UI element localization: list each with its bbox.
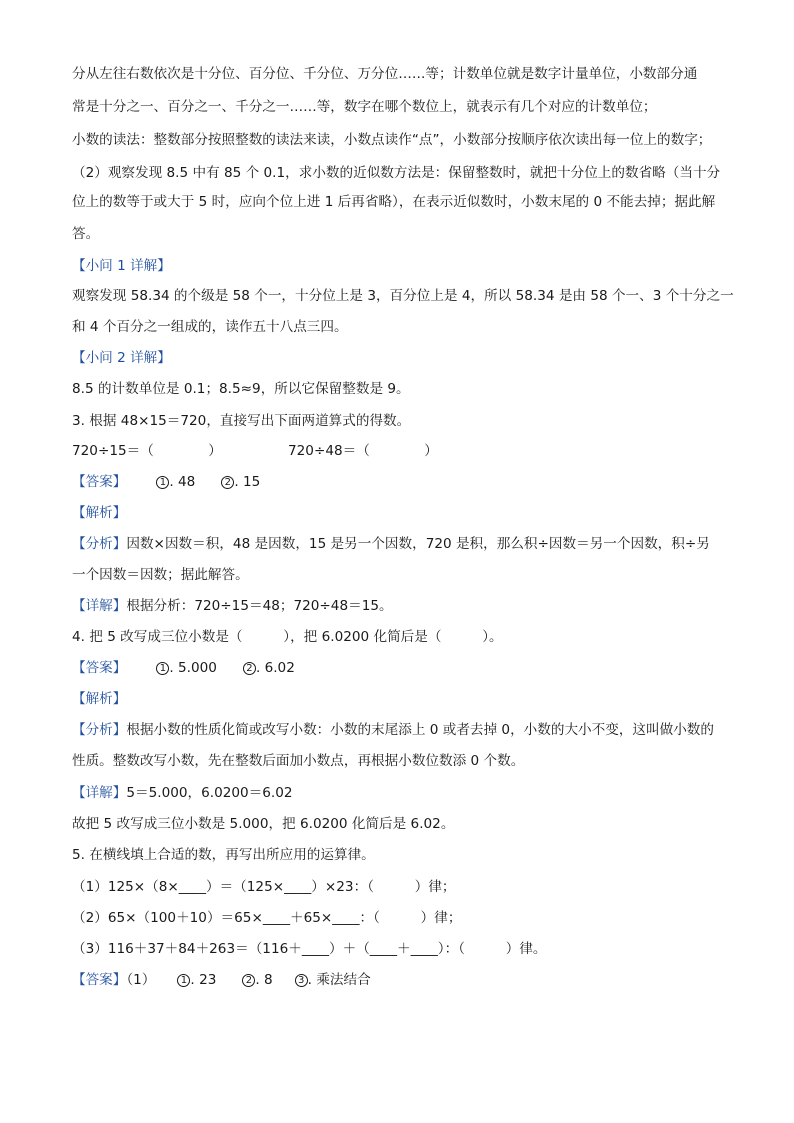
- text-line: （2）观察发现 8.5 中有 85 个 0.1，求小数的近似数方法是：保留整数时，就把十分位上的数省略（当十分: [72, 165, 721, 181]
- detail-line: [72, 783, 293, 803]
- analysis-line: [72, 720, 714, 740]
- circled-number: 3: [295, 974, 308, 987]
- equation-1: 720÷15＝（ ）: [72, 443, 222, 459]
- subquestion-1: （1）125×（8×____）＝（125×____）×23：（ ）律；: [72, 879, 456, 895]
- section-heading: 【小问 2 详解】: [72, 350, 171, 366]
- answer-value: . 5.000: [169, 660, 217, 676]
- question-5: 5. 在横线填上合适的数，再写出所应用的运算律。: [72, 847, 375, 863]
- answer-value: . 乘法结合: [307, 972, 371, 988]
- detail-line: [72, 596, 393, 616]
- subquestion-2: （2）65×（100＋10）＝65×____＋65×____：（ ）律；: [72, 910, 462, 926]
- answer-line: [72, 970, 371, 990]
- analysis-text: 因数×因数＝积，48 是因数，15 是另一个因数，720 是积，那么积÷因数＝另一个因数，积÷另: [126, 536, 710, 552]
- text-line: 观察发现 58.34 的个级是 58 个一，十分位上是 3，百分位上是 4，所以 58.34 是由 58 个一、3 个十分之一: [72, 288, 734, 304]
- text-line: 分从左往右数依次是十分位、百分位、千分位、万分位……等；计数单位就是数字计量单位，小数部分通: [72, 66, 698, 82]
- analysis-heading: 【解析】: [72, 505, 127, 521]
- text-line: 故把 5 改写成三位小数是 5.000，把 6.0200 化简后是 6.02。: [72, 816, 455, 832]
- answer-line: [72, 658, 295, 678]
- circled-number: 2: [242, 974, 255, 987]
- answer-value: . 8: [255, 972, 273, 988]
- text-line: 位上的数等于或大于 5 时，应向个位上进 1 后再省略），在表示近似数时，小数末尾的 0 不能去掉；据此解: [72, 194, 716, 210]
- text-line: 常是十分之一、百分之一、千分之一……等，数字在哪个数位上，就表示有几个对应的计数单位；: [72, 99, 657, 115]
- text-line: 和 4 个百分之一组成的，读作五十八点三四。: [72, 319, 348, 335]
- detail-text: 根据分析：720÷15＝48；720÷48＝15。: [126, 598, 393, 614]
- circled-number: 1: [156, 662, 169, 675]
- circled-number: 1: [156, 476, 169, 489]
- detail-text: 5＝5.000，6.0200＝6.02: [126, 785, 293, 801]
- answer-value: . 23: [190, 972, 217, 988]
- analysis-tag: 【分析】: [72, 722, 127, 738]
- text-line: 性质。整数改写小数，先在整数后面加小数点，再根据小数位数添 0 个数。: [72, 753, 525, 769]
- answer-value: . 6.02: [255, 660, 295, 676]
- analysis-line: [72, 534, 710, 554]
- answer-line: [72, 472, 260, 492]
- answer-tag: 【答案】: [72, 660, 127, 676]
- circled-number: 1: [177, 974, 190, 987]
- circled-number: 2: [243, 662, 256, 675]
- question-4: 4. 把 5 改写成三位小数是（ ），把 6.0200 化简后是（ ）。: [72, 629, 503, 645]
- answer-value: . 15: [234, 474, 261, 490]
- section-heading: 【小问 1 详解】: [72, 258, 171, 274]
- circled-number: 2: [221, 476, 234, 489]
- detail-tag: 【详解】: [72, 785, 127, 801]
- answer-tag: 【答案】: [72, 972, 127, 988]
- text-line: 一个因数＝因数；据此解答。: [72, 567, 249, 583]
- answer-tag: 【答案】: [72, 474, 127, 490]
- detail-tag: 【详解】: [72, 598, 127, 614]
- answer-prefix: （1）: [126, 972, 156, 988]
- analysis-heading: 【解析】: [72, 691, 127, 707]
- subquestion-3: （3）116＋37＋84＋263＝（116＋____）＋（____＋____）：（ ）律。: [72, 941, 547, 957]
- text-line: 8.5 的计数单位是 0.1；8.5≈9，所以它保留整数是 9。: [72, 381, 410, 397]
- question-3: 3. 根据 48×15＝720，直接写出下面两道算式的得数。: [72, 413, 411, 429]
- answer-value: . 48: [169, 474, 196, 490]
- text-line: 答。: [72, 226, 100, 242]
- equation-2: 720÷48＝（ ）: [288, 443, 438, 459]
- analysis-text: 根据小数的性质化简或改写小数：小数的末尾添上 0 或者去掉 0，小数的大小不变，这叫做小数的: [126, 722, 714, 738]
- text-line: 小数的读法：整数部分按照整数的读法来读，小数点读作“点”，小数部分按顺序依次读出每一位上的数字；: [72, 132, 712, 148]
- analysis-tag: 【分析】: [72, 536, 127, 552]
